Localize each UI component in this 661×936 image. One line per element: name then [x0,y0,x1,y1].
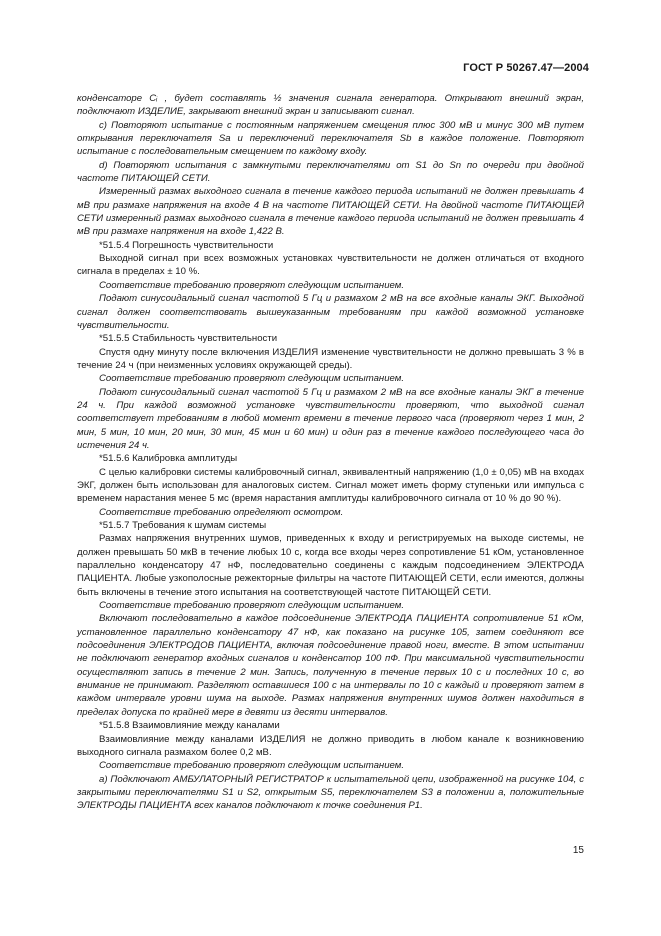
section-heading: *51.5.4 Погрешность чувствительности [99,239,274,251]
paragraph: Соответствие требованию проверяют следующим испытанием. [99,373,405,385]
page-number: 15 [572,845,584,856]
paragraph: Размах напряжения внутренних шумов, приведенных к входу и регистрируемых на выходе системы, не должен превышать 50 мкВ в течение любых 10 с, когда все входы через сопротивление 51 кОм, установленное параллельно конденсатору 47 нФ, последовательно соединены с каждым подсоединением ЭЛЕКТРОДА ПАЦИЕНТА. Любые узкополосные режекторные фильтры на частоте ПИТАЮЩЕЙ СЕТИ, если имеются, должны быть включены в течение этого испытания на соответствующей частоте ПИТАЮЩЕЙ СЕТИ. [77,533,584,598]
section-heading: *51.5.5 Стабильность чувствительности [99,333,278,345]
document-body [77,92,584,813]
paragraph: С целью калибровки системы калибровочный сигнал, эквивалентный напряжению (1,0 ± 0,05) мВ на входах ЭКГ, должен быть использован для аналоговых систем. Сигнал может иметь форму ступеньки или импульса с временем нарастания менее 5 мс (время нарастания амплитуды калибровочного сигнала от 10 % до 90 %). [77,466,584,505]
paragraph: Выходной сигнал при всех возможных установках чувствительности не должен отличаться от входного сигнала в пределах ± 10 %. [77,253,584,278]
paragraph: конденсаторе Cᵢ , будет составлять ½ значения сигнала генератора. Открывают внешний экран, подключают ИЗДЕЛИЕ, закрывают внешний экран и записывают сигнал. [77,93,584,118]
paragraph: Включают последовательно в каждое подсоединение ЭЛЕКТРОДА ПАЦИЕНТА сопротивление 51 кОм, установленное параллельно конденсатору 47 нФ, как показано на рисунке 105, затем соединяют все подсоединения ЭЛЕКТРОДОВ ПАЦИЕНТА, включая подсоединение правой ноги, вместе. В этом испытании не подключают генератор входных сигналов и конденсатор 100 пФ. При максимальной чувствительности осуществляют запись в течение 2 мин. Запись, полученную в течение первых 10 с и последних 10 с, во внимание не принимают. Разделяют оставшиеся 100 с на интервалы по 10 с каждый и проверяют затем в каждом интервале уровни шума на выходе. Размах напряжения внутренних шумов должен находиться в пределах допуска по крайней мере в девяти из десяти интервалов. [77,613,584,718]
paragraph: Подают синусоидальный сигнал частотой 5 Гц и размахом 2 мВ на все входные каналы ЭКГ. Выходной сигнал должен соответствовать вышеуказанным требованиям при каждой возможной установке чувствительности. [77,293,584,331]
paragraph: d) Повторяют испытания с замкнутыми переключателями от S1 до Sn по очереди при двойной частоте ПИТАЮЩЕЙ СЕТИ. [77,159,584,185]
section-heading: *51.5.8 Взаимовлияние между каналами [99,720,280,732]
paragraph: c) Повторяют испытание с постоянным напряжением смещения плюс 300 мВ и минус 300 мВ путем открывания переключателя Sa и переключений переключателя Sb в каждое положение. Повторяют испытание с последовательным смещением по каждому входу. [77,119,584,158]
paragraph: Взаимовлияние между каналами ИЗДЕЛИЯ не должно приводить в любом канале к возникновению выходного сигнала размахом более 0,2 мВ. [77,733,584,758]
paragraph: Спустя одну минуту после включения ИЗДЕЛИЯ изменение чувствительности не должно превышать 3 % в течение 24 ч (при неизменных условиях окружающей среды). [77,346,584,371]
section-heading: *51.5.6 Калибровка амплитуды [99,453,238,465]
paragraph: Соответствие требованию проверяют следующим испытанием. [99,279,405,291]
paragraph: Соответствие требованию проверяют следующим испытанием. [99,760,405,772]
paragraph: a) Подключают АМБУЛАТОРНЫЙ РЕГИСТРАТОР к испытательной цепи, изображенной на рисунке 104, с закрытыми переключателями S1 и S2, открытым S5, переключателем S3 в положении a, положительные ЭЛЕКТРОДЫ ПАЦИЕНТА всех каналов подключают к точке соединения P1. [77,773,584,812]
document-code: ГОСТ Р 50267.47—2004 [463,62,589,74]
paragraph: Подают синусоидальный сигнал частотой 5 Гц и размахом 2 мВ на все входные каналы ЭКГ в течение 24 ч. При каждой возможной установке чувствительности проверяют, что выходной сигнал соответствует требованиям в любой момент времени в течение первого часа (проверяют через 1 мин, 2 мин, 5 мин, 10 мин, 20 мин, 30 мин, 45 мин и 60 мин) и один раз в течение каждого последующего часа до истечения 24 ч. [77,386,584,451]
section-heading: *51.5.7 Требования к шумам системы [99,520,267,531]
paragraph: Соответствие требованию проверяют следующим испытанием. [99,600,405,612]
paragraph: Соответствие требованию определяют осмотром. [99,506,344,518]
paragraph: Измеренный размах выходного сигнала в течение каждого периода испытаний не должен превышать 4 мВ при размахе напряжения на входе 4 В на частоте ПИТАЮЩЕЙ СЕТИ. На двойной частоте ПИТАЮЩЕЙ СЕТИ измеренный размах выходного сигнала в течение каждого периода испытаний не должен превышать 4 мВ при размахе напряжения на входе 1,422 В. [77,186,584,238]
